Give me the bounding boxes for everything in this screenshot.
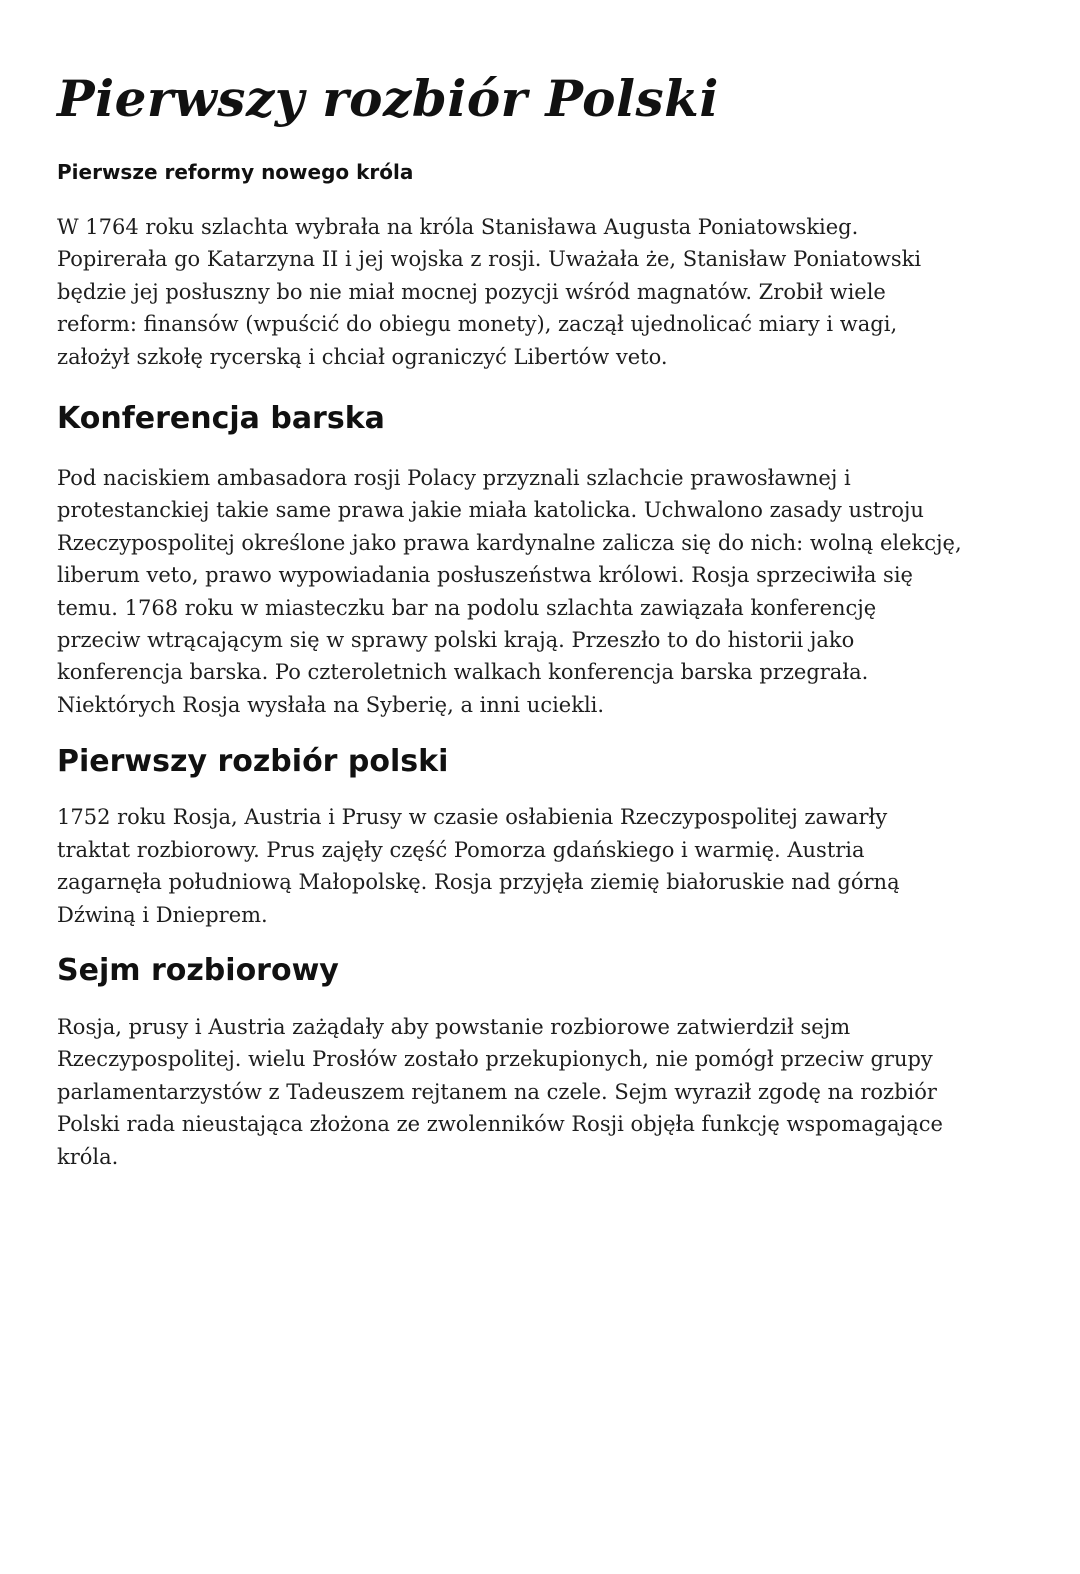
section-paragraph-first-partition: 1752 roku Rosja, Austria i Prusy w czasie osłabienia Rzeczypospolitej zawarły traktat rozbiorowy. Prus zajęły część Pomorza gdańskiego i warmię. Austria zagarnęła południową Małopolskę. Rosja przyjęła ziemię białoruskie nad górną Dźwiną i Dnieprem. xyxy=(57,805,900,927)
section-paragraph-reforms: W 1764 roku szlachta wybrała na króla Stanisława Augusta Poniatowskieg. Popirerała go Katarzyna II i jej wojska z rosji. Uważała że, Stanisław Poniatowski będzie jej posłuszny bo nie miał mocnej pozycji wśród magnatów. Zrobił wiele reform: finansów (wpuścić do obiegu monety), zaczął ujednolicać miary i wagi, założył szkołę rycerską i chciał ograniczyć Libertów veto. xyxy=(57,215,922,369)
section-paragraph-partition-sejm: Rosja, prusy i Austria zażądały aby powstanie rozbiorowe zatwierdził sejm Rzeczypospolitej. wielu Prosłów zostało przekupionych, nie pomógł przeciw grupy parlamentarzystów z Tadeuszem rejtanem na czele. Sejm wyraził zgodę na rozbiór Polski rada nieustająca złożona ze zwolenników Rosji objęła funkcję wspomagające króla. xyxy=(57,1014,943,1169)
section-heading-reforms: Pierwsze reformy nowego króla xyxy=(57,160,414,184)
section-heading-bar-confederation: Konferencja barska xyxy=(57,401,385,437)
section-heading-first-partition: Pierwszy rozbiór polski xyxy=(57,744,449,780)
document-content xyxy=(57,62,1037,1173)
document-title: Pierwszy rozbiór Polski xyxy=(57,69,719,128)
section-paragraph-bar-confederation: Pod naciskiem ambasadora rosji Polacy przyznali szlachcie prawosławnej i protestanckiej takie same prawa jakie miała katolicka. Uchwalono zasady ustroju Rzeczypospolitej określone jako prawa kardynalne zalicza się do nich: wolną elekcję, liberum veto, prawo wypowiadania posłuszeństwa królowi. Rosja sprzeciwiła się temu. 1768 roku w miasteczku bar na podolu szlachta zawiązała konferencję przeciw wtrącającym się w sprawy polski krają. Przeszło to do historii jako konferencja barska. Po czteroletnich walkach konferencja barska przegrała. Niektórych Rosja wysłała na Syberię, a inni uciekli. xyxy=(57,466,962,717)
section-heading-partition-sejm: Sejm rozbiorowy xyxy=(57,952,339,988)
